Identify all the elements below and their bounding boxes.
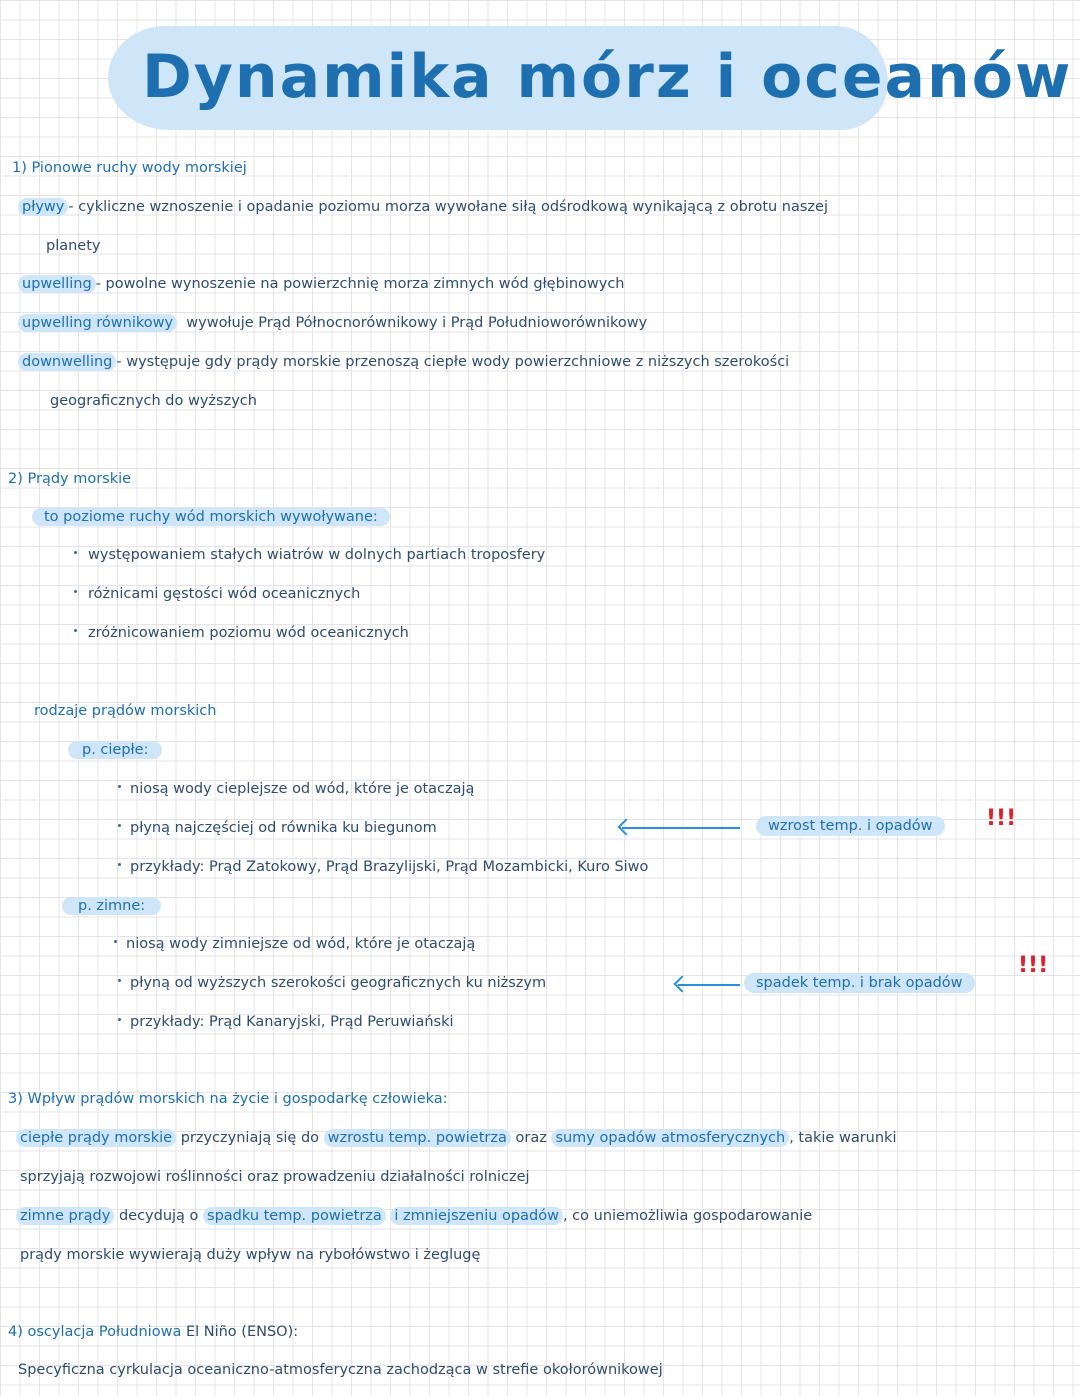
- cause-item: występowaniem stałych wiatrów w dolnych partiach troposfery: [88, 547, 546, 563]
- title-area: [108, 18, 1073, 136]
- warm-item: płyną najczęściej od równika ku biegunom: [130, 820, 437, 836]
- plywy-line: [18, 197, 828, 217]
- downwelling-text: - występuje gdy prądy morskie przenoszą ciepłe wody powierzchniowe z niższych szerokości: [116, 354, 790, 370]
- warm-item: niosą wody cieplejsze od wód, które je otaczają: [130, 781, 475, 797]
- bullet-dot: [118, 824, 121, 827]
- bullet-dot: [74, 629, 77, 632]
- currents-intro-text: to poziome ruchy wód morskich wywoływane:: [32, 508, 390, 526]
- section-4-heading-b: El Niño (ENSO):: [185, 1324, 299, 1340]
- bullet-dot: [114, 940, 117, 943]
- bullet-dot: [118, 979, 121, 982]
- upwelling-rownikowy-term: upwelling równikowy: [18, 314, 177, 332]
- s3-text: przyczyniają się do: [180, 1130, 320, 1146]
- s3-line-1: [16, 1128, 896, 1148]
- warm-currents-label: p. ciepłe:: [68, 741, 162, 759]
- page-title: Dynamika mórz i oceanów: [142, 42, 1073, 112]
- section-4-heading-a: 4) oscylacja Południowa: [8, 1324, 182, 1340]
- section-3-heading: 3) Wpływ prądów morskich na życie i gospodarkę człowieka:: [8, 1091, 448, 1107]
- s3-text: , takie warunki: [789, 1130, 897, 1146]
- s3-line-2: sprzyjają rozwojowi roślinności oraz prowadzeniu działalności rolniczej: [20, 1169, 530, 1185]
- downwelling-term: downwelling: [18, 353, 116, 371]
- s3-warm-currents: ciepłe prądy morskie: [16, 1129, 176, 1147]
- section-4-heading: [8, 1322, 298, 1342]
- cold-label-line: [62, 896, 161, 916]
- warm-label-line: [68, 740, 162, 760]
- cold-item: płyną od wyższych szerokości geograficznych ku niższym: [130, 975, 547, 991]
- s3-temp-rise: wzrostu temp. powietrza: [324, 1129, 511, 1147]
- plywy-term: pływy: [18, 198, 68, 216]
- currents-intro: [32, 507, 390, 527]
- bullet-dot: [118, 1018, 121, 1021]
- s3-text: decydują o: [118, 1208, 199, 1224]
- warm-item: przykłady: Prąd Zatokowy, Prąd Brazylijski, Prąd Mozambicki, Kuro Siwo: [130, 859, 649, 875]
- s3-precip-sum: sumy opadów atmosferycznych: [551, 1129, 789, 1147]
- warm-exclamation: !!!: [986, 806, 1017, 831]
- section-2-heading: 2) Prądy morskie: [8, 471, 132, 487]
- arrow-left-icon: [622, 827, 740, 829]
- plywy-line-2: planety: [46, 238, 101, 254]
- s3-text: oraz: [515, 1130, 547, 1146]
- s3-temp-drop: spadku temp. powietrza: [203, 1207, 386, 1225]
- bullet-dot: [74, 590, 77, 593]
- s3-precip-drop: i zmniejszeniu opadów: [390, 1207, 563, 1225]
- s3-line-3: [16, 1206, 812, 1226]
- plywy-text: - cykliczne wznoszenie i opadanie poziomu morza wywołane siłą odśrodkową wynikającą z obrotu naszej: [68, 199, 828, 215]
- bullet-dot: [118, 785, 121, 788]
- bullet-dot: [74, 551, 77, 554]
- warm-effect-line: [756, 816, 945, 836]
- cold-item: przykłady: Prąd Kanaryjski, Prąd Peruwiański: [130, 1014, 454, 1030]
- cold-exclamation: !!!: [1018, 953, 1049, 978]
- s4-line: [18, 1360, 663, 1380]
- downwelling-line: [18, 352, 789, 372]
- upwelling-rownikowy-text: wywołuje Prąd Północnorównikowy i Prąd Południoworównikowy: [186, 315, 648, 331]
- cold-effect-line: [744, 973, 975, 993]
- current-types-heading: rodzaje prądów morskich: [34, 703, 217, 719]
- s3-line-4: prądy morskie wywierają duży wpływ na rybołówstwo i żeglugę: [20, 1247, 481, 1263]
- bullet-dot: [118, 863, 121, 866]
- s3-cold-currents: zimne prądy: [16, 1207, 114, 1225]
- upwelling-term: upwelling: [18, 275, 96, 293]
- warm-effect: wzrost temp. i opadów: [756, 816, 945, 836]
- s4-text-a: Specyficzna cyrkulacja oceaniczno-atmosferyczna: [18, 1362, 382, 1378]
- downwelling-line-2: geograficznych do wyższych: [50, 393, 257, 409]
- section-1-heading: 1) Pionowe ruchy wody morskiej: [12, 160, 247, 176]
- cause-item: różnicami gęstości wód oceanicznych: [88, 586, 361, 602]
- s4-text-b: zachodząca w strefie okołorównikowej: [386, 1362, 663, 1378]
- upwelling-text: - powolne wynoszenie na powierzchnię morza zimnych wód głębinowych: [95, 276, 625, 292]
- cause-item: zróżnicowaniem poziomu wód oceanicznych: [88, 625, 409, 641]
- cold-effect: spadek temp. i brak opadów: [744, 973, 975, 993]
- s3-text: , co uniemożliwia gospodarowanie: [562, 1208, 813, 1224]
- cold-currents-label: p. zimne:: [62, 897, 161, 915]
- upwelling-rownikowy-line: [18, 313, 647, 333]
- upwelling-line: [18, 274, 625, 294]
- arrow-left-icon: [678, 984, 740, 986]
- cold-item: niosą wody zimniejsze od wód, które je otaczają: [126, 936, 476, 952]
